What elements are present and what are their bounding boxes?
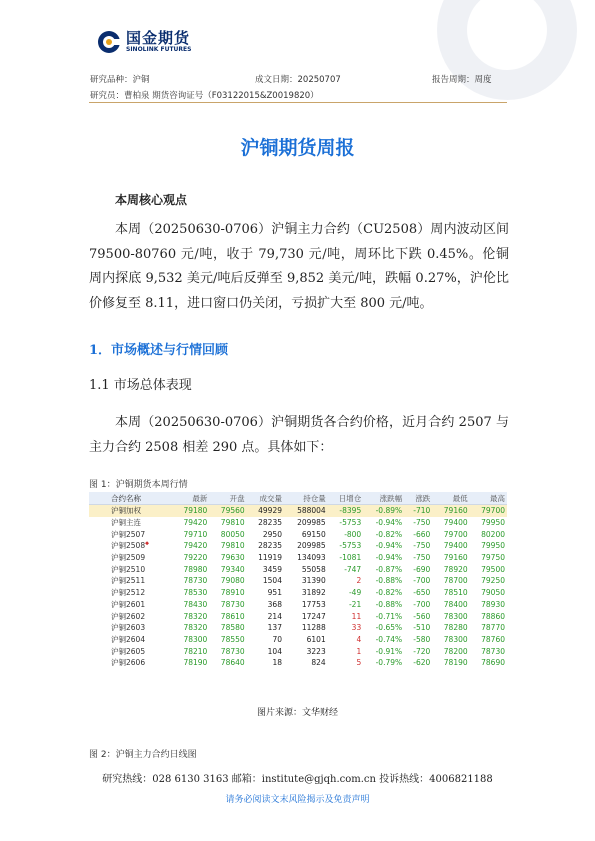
footer-disclaimer[interactable]: 请务必阅读文末风险揭示及免责声明	[225, 795, 370, 805]
contract-name-cell: 沪铜主连	[111, 518, 141, 528]
table-cell: 824	[311, 658, 326, 668]
table-cell: 80200	[481, 529, 505, 539]
table-cell: 588004	[284, 505, 328, 517]
table-cell: 79700	[443, 529, 468, 539]
table-cell: -0.88%	[375, 576, 403, 586]
table-cell: 79160	[432, 505, 469, 517]
table-cell: 11	[351, 611, 362, 621]
table-header-row	[89, 492, 507, 505]
table-row	[89, 563, 507, 575]
table-row	[89, 622, 507, 634]
table-cell: 3223	[306, 646, 326, 656]
table-cell: -750	[413, 553, 431, 563]
table-row	[89, 505, 507, 517]
table-cell: 28235	[258, 541, 282, 551]
meta-analyst: 研究员：曹柏泉 期货咨询证号（F03122015&Z0019820）	[90, 91, 319, 101]
footer-contact: 研究热线：028 6130 3163 邮箱：institute@gjqh.com.cn 投诉热线：4006821188	[102, 774, 493, 785]
table-cell: 78930	[481, 599, 505, 609]
contract-name-cell: 沪铜加权	[89, 505, 172, 517]
table-cell: 79420	[183, 541, 208, 551]
table-cell: 79810	[220, 518, 245, 528]
table-cell: 79400	[443, 518, 468, 528]
table-cell: 209985	[297, 518, 326, 528]
table-cell: 78430	[183, 599, 208, 609]
table-cell: 79250	[481, 576, 505, 586]
table-cell: 49929	[247, 505, 284, 517]
table-cell: 951	[267, 588, 282, 598]
table-row	[89, 610, 507, 622]
figure-caption-2: 图 2：沪铜主力合约日线图	[89, 750, 197, 760]
table-cell: -0.74%	[375, 634, 403, 644]
table-cell: 79950	[481, 541, 505, 551]
main-contract-marker-icon: ◆	[145, 540, 149, 547]
table-cell: 78300	[443, 611, 468, 621]
column-header: 涨跌幅	[363, 492, 404, 505]
table-cell: 79080	[220, 576, 245, 586]
table-cell: 78700	[443, 576, 468, 586]
table-cell: -21	[348, 599, 362, 609]
column-header: 最高	[470, 492, 507, 505]
column-header: 开盘	[209, 492, 246, 505]
table-cell: 31892	[301, 588, 326, 598]
table-cell: 78610	[220, 611, 245, 621]
table-cell: -1081	[339, 553, 362, 563]
table-cell: 70	[272, 634, 282, 644]
table-cell: 79750	[481, 553, 505, 563]
contract-name-cell: 沪铜2510	[111, 564, 146, 574]
table-cell: -580	[413, 634, 431, 644]
table-cell: 78510	[443, 588, 468, 598]
page-title: 沪铜期货周报	[240, 137, 355, 159]
table-cell: -720	[413, 646, 431, 656]
table-cell: -750	[413, 518, 431, 528]
table-cell: -560	[413, 611, 431, 621]
table-cell: -5753	[339, 541, 362, 551]
column-header: 最新	[172, 492, 209, 505]
table-cell: 78770	[481, 623, 505, 633]
contract-name-cell: 沪铜2606	[111, 658, 146, 668]
table-cell: 78910	[220, 588, 245, 598]
table-cell: 79710	[183, 529, 208, 539]
table-cell: 79420	[183, 518, 208, 528]
table-cell: -750	[413, 541, 431, 551]
table-cell: 33	[351, 623, 362, 633]
table-cell: -690	[413, 564, 431, 574]
logo-icon	[97, 30, 121, 54]
table-cell: -0.82%	[375, 588, 403, 598]
table-cell: 78190	[183, 658, 208, 668]
table-cell: 11919	[258, 553, 282, 563]
table-cell: 6101	[306, 634, 326, 644]
table-cell: 78730	[220, 599, 245, 609]
table-cell: -620	[413, 658, 431, 668]
table-cell: 3459	[262, 564, 282, 574]
table-cell: 78530	[183, 588, 208, 598]
table-row	[89, 645, 507, 657]
table-cell: 78190	[443, 658, 468, 668]
table-cell: -710	[404, 505, 432, 517]
market-paragraph: 本周（20250630-0706）沪铜期货各合约价格，近月合约 2507 与主力合约 2508 相差 290 点。具体如下：	[89, 415, 509, 455]
table-cell: 79810	[220, 541, 245, 551]
table-cell: 78730	[220, 646, 245, 656]
core-view-paragraph: 本周（20250630-0706）沪铜主力合约（CU2508）周内波动区间 79500-80760 元/吨，收于 79,730 元/吨，周环比下跌 0.45%。伦铜周内探底 9,532 美元/吨后反弹至 9,852 美元/吨，跌幅 0.27%，沪伦比价修复至 8.11，进口窗口仍关闭，亏损扩大至 800 元/吨。	[89, 222, 509, 311]
table-cell: 78920	[443, 564, 468, 574]
table-cell: 79180	[172, 505, 209, 517]
table-cell: -49	[348, 588, 362, 598]
table-row	[89, 540, 507, 552]
column-header: 成交量	[247, 492, 284, 505]
table-cell: 78730	[183, 576, 208, 586]
table-cell: 134093	[297, 553, 326, 563]
table-cell: 104	[267, 646, 282, 656]
table-cell: 80050	[220, 529, 245, 539]
meta-date: 成文日期：20250707	[255, 75, 341, 85]
table-cell: -700	[413, 576, 431, 586]
table-cell: -747	[344, 564, 362, 574]
contract-name-cell: 沪铜2512	[111, 588, 146, 598]
table-row	[89, 634, 507, 646]
table-cell: 11288	[301, 623, 326, 633]
column-header: 持仓量	[284, 492, 328, 505]
table-cell: -5753	[339, 518, 362, 528]
meta-period: 报告周期：周度	[432, 75, 492, 85]
table-cell: 78860	[481, 611, 505, 621]
table-cell: -0.71%	[375, 611, 403, 621]
column-header: 涨跌	[404, 492, 432, 505]
table-cell: -0.65%	[375, 623, 403, 633]
table-cell: 1	[356, 646, 362, 656]
table-cell: -700	[413, 599, 431, 609]
table-cell: -650	[413, 588, 431, 598]
contract-name-cell: 沪铜2507	[111, 529, 146, 539]
table-row	[89, 657, 507, 669]
table-cell: 18	[272, 658, 282, 668]
table-cell: 78280	[443, 623, 468, 633]
table-cell: 368	[267, 599, 282, 609]
table-cell: 79340	[220, 564, 245, 574]
table-cell: 2950	[262, 529, 282, 539]
contract-name-cell: 沪铜2508◆	[111, 540, 149, 551]
section-heading: 1．市场概述与行情回顾	[89, 343, 229, 358]
table-cell: 79160	[443, 553, 468, 563]
table-cell: 55058	[301, 564, 326, 574]
table-cell: 79220	[183, 553, 208, 563]
table-cell: 78320	[183, 623, 208, 633]
brand-name-cn: 国金期货	[126, 29, 191, 47]
table-cell: 78640	[220, 658, 245, 668]
table-cell: 209985	[297, 541, 326, 551]
table-cell: 69150	[301, 529, 326, 539]
meta-variety: 研究品种：沪铜	[90, 75, 150, 85]
header-rule	[89, 102, 507, 103]
table-cell: -0.88%	[375, 599, 403, 609]
brand-name-en: SINOLINK FUTURES	[126, 46, 192, 53]
subsection-heading: 1.1 市场总体表现	[89, 378, 192, 393]
table-cell: 78400	[443, 599, 468, 609]
table-row	[89, 575, 507, 587]
contract-name-cell: 沪铜2604	[111, 634, 146, 644]
core-view-heading: 本周核心观点	[115, 193, 188, 207]
table-cell: 79950	[481, 518, 505, 528]
table-row	[89, 517, 507, 529]
column-header: 合约名称	[89, 492, 172, 505]
table-cell: -0.94%	[375, 553, 403, 563]
table-cell: 4	[356, 634, 362, 644]
table-cell: -0.79%	[375, 658, 403, 668]
table-row	[89, 599, 507, 611]
table-cell: 78550	[220, 634, 245, 644]
table-cell: 78300	[443, 634, 468, 644]
table-cell: 79700	[470, 505, 507, 517]
contract-name-cell: 沪铜2603	[111, 623, 146, 633]
table-cell: 78210	[183, 646, 208, 656]
table-cell: -0.87%	[375, 564, 403, 574]
table-row	[89, 552, 507, 564]
brand-logo	[97, 30, 191, 54]
table-cell: 78300	[183, 634, 208, 644]
table-cell: 31390	[301, 576, 326, 586]
table-cell: 78200	[443, 646, 468, 656]
table-cell: 79630	[220, 553, 245, 563]
table-cell: 78690	[481, 658, 505, 668]
table-cell: 214	[267, 611, 282, 621]
table-cell: 79050	[481, 588, 505, 598]
contract-name-cell: 沪铜2509	[111, 553, 146, 563]
table-cell: -0.94%	[375, 518, 403, 528]
contract-name-cell: 沪铜2602	[111, 611, 146, 621]
figure-caption: 图 1：沪铜期货本周行情	[89, 480, 188, 490]
table-cell: 79560	[209, 505, 246, 517]
table-cell: -0.89%	[363, 505, 404, 517]
table-cell: 78730	[481, 646, 505, 656]
table-row	[89, 528, 507, 540]
table-row	[89, 587, 507, 599]
table-cell: 2	[356, 576, 362, 586]
table-cell: 17753	[301, 599, 326, 609]
table-cell: 78980	[183, 564, 208, 574]
table-cell: -800	[344, 529, 362, 539]
table-cell: -510	[413, 623, 431, 633]
table-cell: 1504	[262, 576, 282, 586]
contract-name-cell: 沪铜2511	[111, 576, 146, 586]
table-cell: 79500	[481, 564, 505, 574]
quote-table	[89, 492, 507, 669]
table-cell: -0.94%	[375, 541, 403, 551]
table-cell: 78320	[183, 611, 208, 621]
table-cell: -0.82%	[375, 529, 403, 539]
column-header: 最低	[432, 492, 469, 505]
table-cell: 78580	[220, 623, 245, 633]
table-cell: -660	[413, 529, 431, 539]
contract-name-cell: 沪铜2605	[111, 646, 146, 656]
table-cell: 79400	[443, 541, 468, 551]
table-cell: 17247	[301, 611, 326, 621]
table-cell: 28235	[258, 518, 282, 528]
table-cell: 78760	[481, 634, 505, 644]
table-cell: 5	[356, 658, 362, 668]
table-cell: -8395	[328, 505, 364, 517]
column-header: 日增仓	[328, 492, 364, 505]
contract-name-cell: 沪铜2601	[111, 599, 146, 609]
table-cell: -0.91%	[375, 646, 403, 656]
image-source: 图片来源：文华财经	[256, 708, 338, 718]
table-cell: 137	[267, 623, 282, 633]
